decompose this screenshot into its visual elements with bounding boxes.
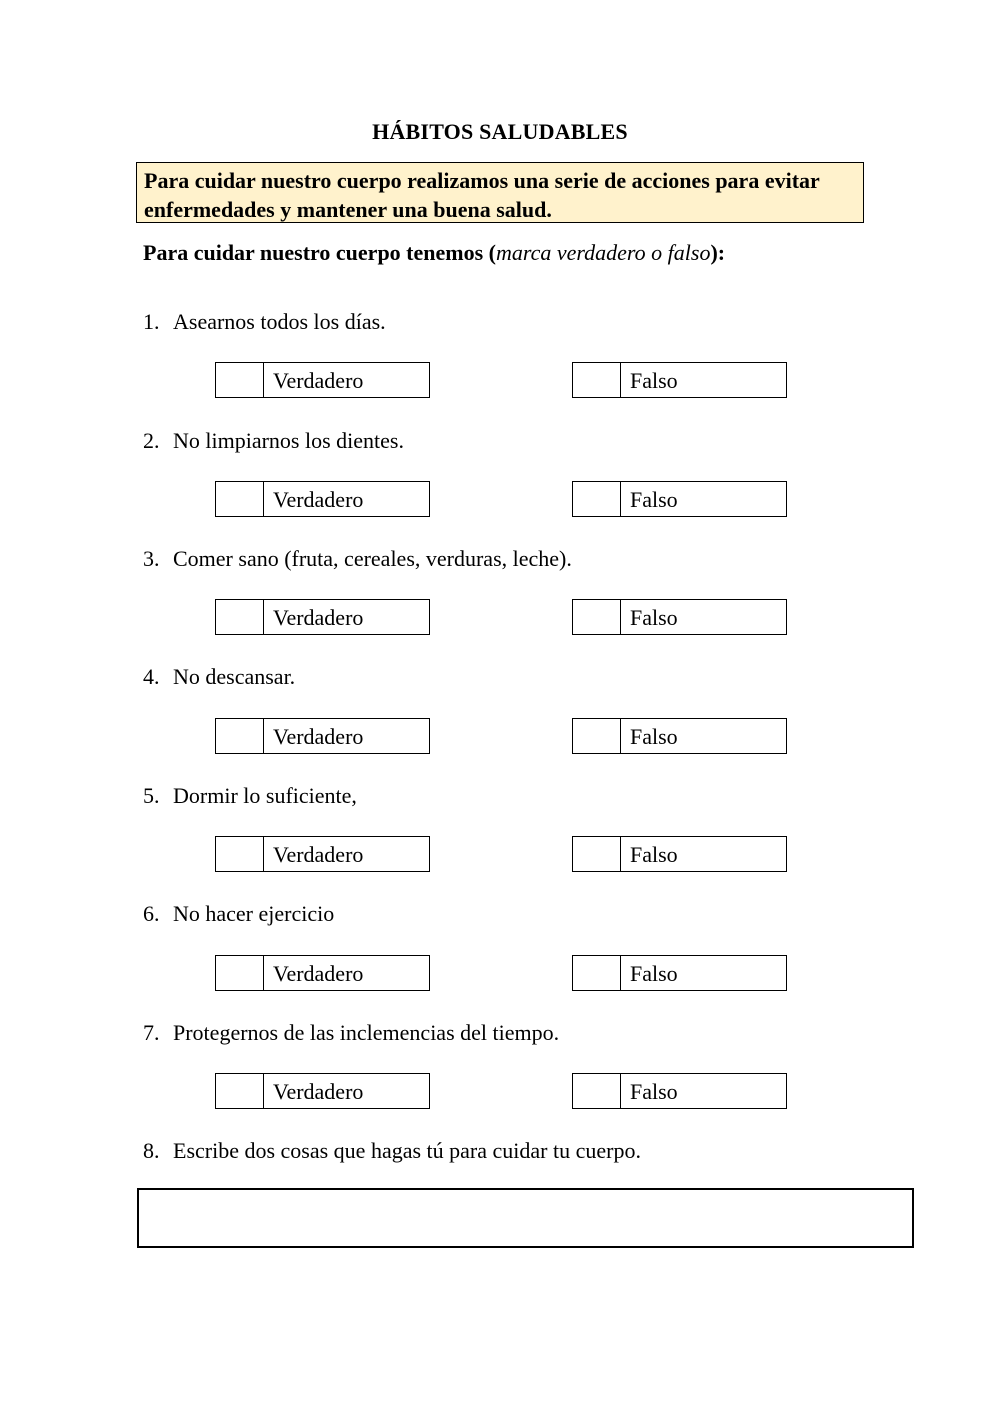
question-number: 2. bbox=[143, 428, 160, 453]
question-1 bbox=[143, 306, 386, 338]
option-true-4[interactable] bbox=[215, 718, 430, 754]
question-text: Escribe dos cosas que hagas tú para cuidar tu cuerpo. bbox=[173, 1138, 641, 1163]
option-label: Verdadero bbox=[273, 487, 364, 512]
checkbox-true-2[interactable] bbox=[216, 482, 264, 516]
question-text: Dormir lo suficiente, bbox=[173, 783, 357, 808]
answer-text-box[interactable] bbox=[137, 1188, 914, 1248]
checkbox-true-6[interactable] bbox=[216, 956, 264, 990]
option-true-5[interactable] bbox=[215, 836, 430, 872]
intro-box: Para cuidar nuestro cuerpo realizamos una serie de acciones para evitar enfermedades y mantener una buena salud. bbox=[136, 162, 864, 223]
option-label: Verdadero bbox=[273, 842, 364, 867]
question-number: 7. bbox=[143, 1020, 160, 1045]
instructions-italic: marca verdadero o falso bbox=[495, 240, 711, 265]
question-number: 3. bbox=[143, 546, 160, 571]
question-6 bbox=[143, 898, 334, 930]
checkbox-true-7[interactable] bbox=[216, 1074, 264, 1108]
question-text: No limpiarnos los dientes. bbox=[173, 428, 404, 453]
option-false-2[interactable] bbox=[572, 481, 787, 517]
option-label: Falso bbox=[630, 1079, 678, 1104]
question-3 bbox=[143, 543, 572, 575]
option-false-5[interactable] bbox=[572, 836, 787, 872]
checkbox-false-3[interactable] bbox=[573, 600, 621, 634]
question-text: Protegernos de las inclemencias del tiempo. bbox=[173, 1020, 560, 1045]
option-true-6[interactable] bbox=[215, 955, 430, 991]
option-false-7[interactable] bbox=[572, 1073, 787, 1109]
checkbox-false-1[interactable] bbox=[573, 363, 621, 397]
question-text: No descansar. bbox=[173, 664, 296, 689]
checkbox-false-4[interactable] bbox=[573, 719, 621, 753]
question-text: No hacer ejercicio bbox=[173, 901, 335, 926]
option-false-6[interactable] bbox=[572, 955, 787, 991]
option-label: Verdadero bbox=[273, 724, 364, 749]
checkbox-false-6[interactable] bbox=[573, 956, 621, 990]
question-number: 4. bbox=[143, 664, 160, 689]
checkbox-true-4[interactable] bbox=[216, 719, 264, 753]
question-4 bbox=[143, 661, 295, 693]
checkbox-true-3[interactable] bbox=[216, 600, 264, 634]
checkbox-true-5[interactable] bbox=[216, 837, 264, 871]
question-text: Asearnos todos los días. bbox=[173, 309, 386, 334]
option-label: Falso bbox=[630, 487, 678, 512]
option-true-1[interactable] bbox=[215, 362, 430, 398]
option-label: Verdadero bbox=[273, 961, 364, 986]
instructions bbox=[143, 237, 725, 269]
option-false-4[interactable] bbox=[572, 718, 787, 754]
page-title: HÁBITOS SALUDABLES bbox=[372, 119, 628, 144]
option-false-1[interactable] bbox=[572, 362, 787, 398]
question-number: 8. bbox=[143, 1138, 160, 1163]
option-true-2[interactable] bbox=[215, 481, 430, 517]
question-7 bbox=[143, 1017, 559, 1049]
question-8 bbox=[143, 1135, 641, 1167]
question-text: Comer sano (fruta, cereales, verduras, leche). bbox=[173, 546, 572, 571]
question-5 bbox=[143, 780, 357, 812]
checkbox-false-7[interactable] bbox=[573, 1074, 621, 1108]
instructions-prefix: Para cuidar nuestro cuerpo tenemos ( bbox=[143, 240, 496, 265]
option-true-7[interactable] bbox=[215, 1073, 430, 1109]
checkbox-false-2[interactable] bbox=[573, 482, 621, 516]
question-number: 5. bbox=[143, 783, 160, 808]
option-label: Falso bbox=[630, 842, 678, 867]
option-label: Falso bbox=[630, 724, 678, 749]
instructions-suffix: ): bbox=[710, 240, 726, 265]
option-label: Verdadero bbox=[273, 368, 364, 393]
option-label: Verdadero bbox=[273, 605, 364, 630]
option-true-3[interactable] bbox=[215, 599, 430, 635]
option-label: Verdadero bbox=[273, 1079, 364, 1104]
question-2 bbox=[143, 425, 404, 457]
option-label: Falso bbox=[630, 605, 678, 630]
option-false-3[interactable] bbox=[572, 599, 787, 635]
question-number: 6. bbox=[143, 901, 160, 926]
checkbox-true-1[interactable] bbox=[216, 363, 264, 397]
option-label: Falso bbox=[630, 368, 678, 393]
question-number: 1. bbox=[143, 309, 160, 334]
checkbox-false-5[interactable] bbox=[573, 837, 621, 871]
option-label: Falso bbox=[630, 961, 678, 986]
